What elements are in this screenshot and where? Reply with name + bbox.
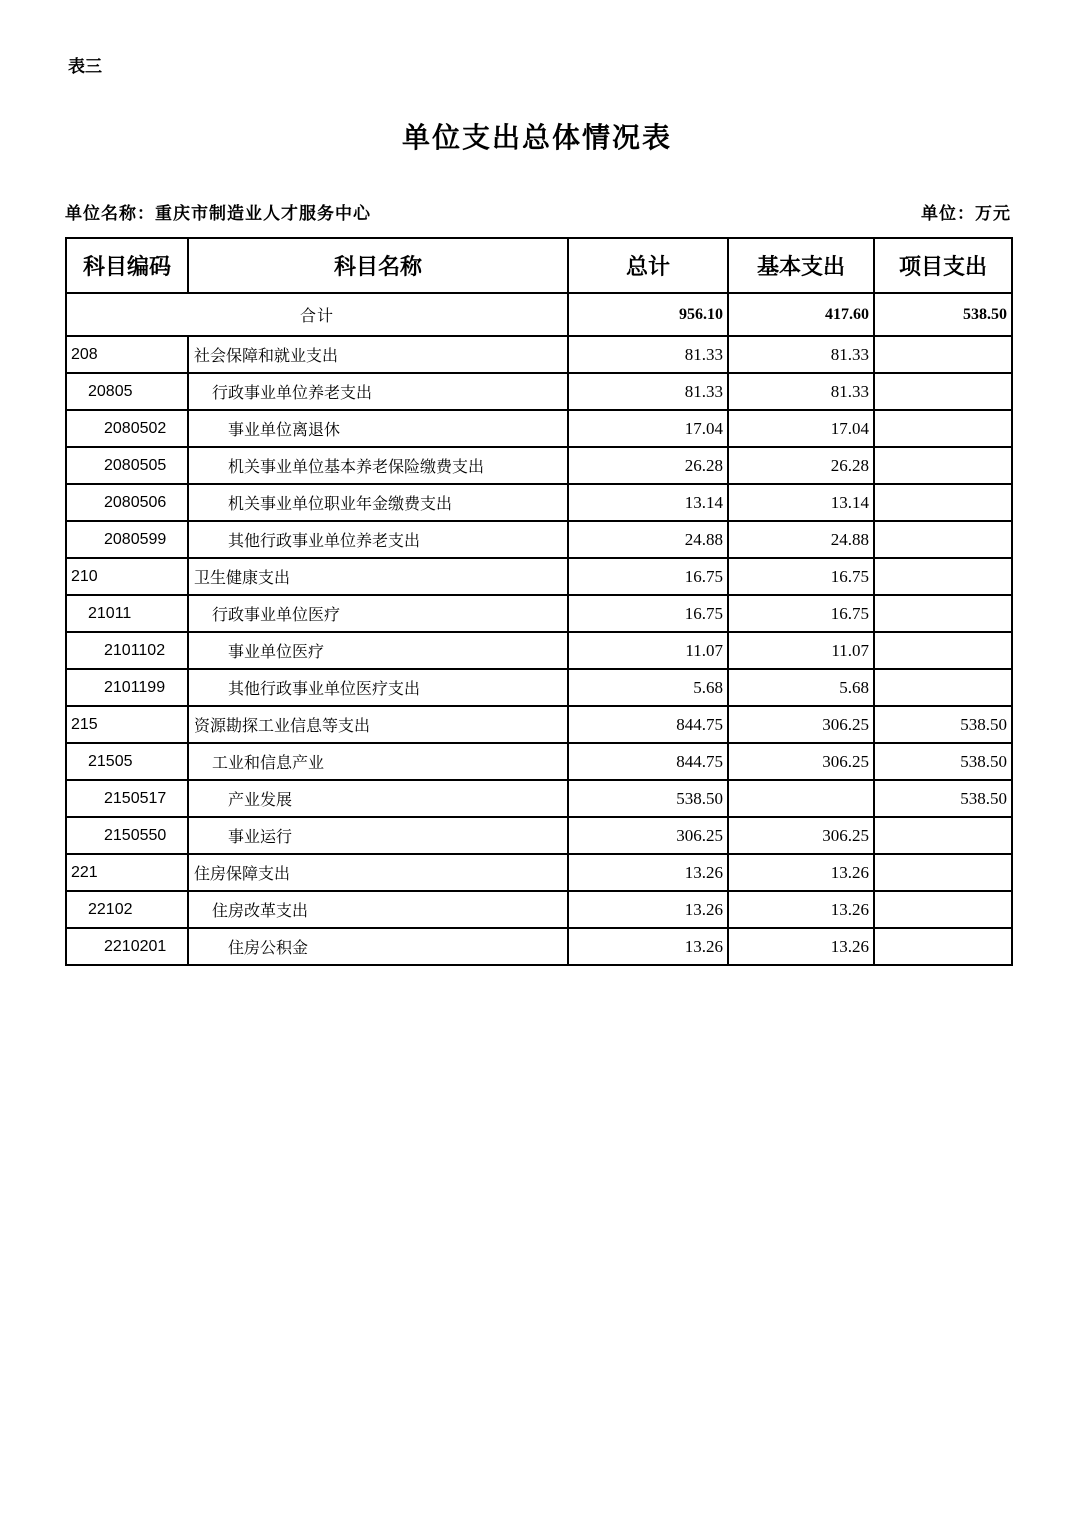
basic-value-cell: 13.26 (728, 928, 874, 965)
table-row (66, 410, 1012, 447)
project-value-cell (874, 891, 1012, 928)
subject-name-cell: 住房改革支出 (188, 891, 568, 928)
subject-code-cell: 2210201 (66, 928, 188, 965)
total-value-cell: 844.75 (568, 706, 728, 743)
subject-code-cell: 21011 (66, 595, 188, 632)
total-value-cell: 16.75 (568, 595, 728, 632)
subject-code-cell: 208 (66, 336, 188, 373)
total-value-cell: 16.75 (568, 558, 728, 595)
subject-code-cell: 21505 (66, 743, 188, 780)
table-row (66, 373, 1012, 410)
grand-total-project-value: 538.50 (874, 293, 1012, 336)
project-value-cell (874, 484, 1012, 521)
table-row (66, 484, 1012, 521)
basic-value-cell: 13.26 (728, 854, 874, 891)
subject-code-cell: 2150517 (66, 780, 188, 817)
grand-total-row (66, 293, 1012, 336)
project-value-cell: 538.50 (874, 706, 1012, 743)
project-value-cell: 538.50 (874, 743, 1012, 780)
project-value-cell (874, 595, 1012, 632)
table-row (66, 780, 1012, 817)
table-row (66, 595, 1012, 632)
total-value-cell: 13.26 (568, 928, 728, 965)
basic-value-cell: 16.75 (728, 595, 874, 632)
total-value-cell: 844.75 (568, 743, 728, 780)
col-header-subject-code: 科目编码 (66, 238, 188, 293)
col-header-basic-expenditure: 基本支出 (728, 238, 874, 293)
project-value-cell (874, 336, 1012, 373)
table-row (66, 669, 1012, 706)
subject-name-cell: 社会保障和就业支出 (188, 336, 568, 373)
total-value-cell: 17.04 (568, 410, 728, 447)
col-header-subject-name: 科目名称 (188, 238, 568, 293)
project-value-cell (874, 447, 1012, 484)
subject-name-cell: 行政事业单位医疗 (188, 595, 568, 632)
total-value-cell: 13.26 (568, 854, 728, 891)
col-header-project-expenditure: 项目支出 (874, 238, 1012, 293)
basic-value-cell: 17.04 (728, 410, 874, 447)
project-value-cell (874, 373, 1012, 410)
unit-name-text: 单位名称：重庆市制造业人才服务中心 (65, 204, 371, 223)
basic-value-cell: 24.88 (728, 521, 874, 558)
subject-name-cell: 其他行政事业单位养老支出 (188, 521, 568, 558)
project-value-cell (874, 558, 1012, 595)
total-value-cell: 538.50 (568, 780, 728, 817)
total-value-cell: 81.33 (568, 336, 728, 373)
subject-code-cell: 2150550 (66, 817, 188, 854)
page-title: 单位支出总体情况表 (401, 123, 672, 154)
col-header-total: 总计 (568, 238, 728, 293)
subject-code-cell: 20805 (66, 373, 188, 410)
basic-value-cell: 16.75 (728, 558, 874, 595)
total-value-cell: 81.33 (568, 373, 728, 410)
basic-value-cell: 5.68 (728, 669, 874, 706)
subject-name-cell: 行政事业单位养老支出 (188, 373, 568, 410)
subject-name-cell: 机关事业单位基本养老保险缴费支出 (188, 447, 568, 484)
subject-code-cell: 22102 (66, 891, 188, 928)
grand-total-label: 合计 (66, 293, 568, 336)
basic-value-cell (728, 780, 874, 817)
project-value-cell (874, 521, 1012, 558)
project-value-cell: 538.50 (874, 780, 1012, 817)
subject-name-cell: 事业单位离退休 (188, 410, 568, 447)
project-value-cell (874, 854, 1012, 891)
total-value-cell: 13.26 (568, 891, 728, 928)
table-header (66, 238, 1012, 293)
total-value-cell: 5.68 (568, 669, 728, 706)
subject-code-cell: 2080502 (66, 410, 188, 447)
subject-name-cell: 住房保障支出 (188, 854, 568, 891)
subject-name-cell: 工业和信息产业 (188, 743, 568, 780)
subject-code-cell: 2080505 (66, 447, 188, 484)
subject-name-cell: 住房公积金 (188, 928, 568, 965)
table-row (66, 706, 1012, 743)
project-value-cell (874, 928, 1012, 965)
grand-total-value: 956.10 (568, 293, 728, 336)
total-value-cell: 306.25 (568, 817, 728, 854)
basic-value-cell: 11.07 (728, 632, 874, 669)
basic-value-cell: 13.26 (728, 891, 874, 928)
subject-code-cell: 2080599 (66, 521, 188, 558)
table-row (66, 632, 1012, 669)
header-row (66, 238, 1012, 293)
table-row (66, 817, 1012, 854)
expenditure-table (65, 237, 1013, 966)
total-value-cell: 13.14 (568, 484, 728, 521)
subject-code-cell: 2101199 (66, 669, 188, 706)
basic-value-cell: 26.28 (728, 447, 874, 484)
total-value-cell: 26.28 (568, 447, 728, 484)
table-row (66, 558, 1012, 595)
project-value-cell (874, 410, 1012, 447)
basic-value-cell: 306.25 (728, 706, 874, 743)
project-value-cell (874, 669, 1012, 706)
subject-name-cell: 事业运行 (188, 817, 568, 854)
table-row (66, 891, 1012, 928)
subject-code-cell: 215 (66, 706, 188, 743)
subject-name-cell: 产业发展 (188, 780, 568, 817)
total-value-cell: 24.88 (568, 521, 728, 558)
subject-name-cell: 资源勘探工业信息等支出 (188, 706, 568, 743)
table-body (66, 293, 1012, 965)
basic-value-cell: 81.33 (728, 373, 874, 410)
subject-name-cell: 事业单位医疗 (188, 632, 568, 669)
basic-value-cell: 306.25 (728, 817, 874, 854)
subject-name-cell: 卫生健康支出 (188, 558, 568, 595)
grand-total-basic-value: 417.60 (728, 293, 874, 336)
table-number-label: 表三 (68, 57, 102, 76)
subject-code-cell: 2080506 (66, 484, 188, 521)
currency-unit-text: 单位：万元 (921, 204, 1011, 223)
table-row (66, 447, 1012, 484)
basic-value-cell: 13.14 (728, 484, 874, 521)
table-row (66, 336, 1012, 373)
subject-name-cell: 机关事业单位职业年金缴费支出 (188, 484, 568, 521)
basic-value-cell: 306.25 (728, 743, 874, 780)
total-value-cell: 11.07 (568, 632, 728, 669)
table-row (66, 854, 1012, 891)
table-row (66, 928, 1012, 965)
table-row (66, 521, 1012, 558)
table-row (66, 743, 1012, 780)
subject-name-cell: 其他行政事业单位医疗支出 (188, 669, 568, 706)
meta-row (65, 199, 1011, 224)
subject-code-cell: 210 (66, 558, 188, 595)
project-value-cell (874, 632, 1012, 669)
project-value-cell (874, 817, 1012, 854)
subject-code-cell: 221 (66, 854, 188, 891)
subject-code-cell: 2101102 (66, 632, 188, 669)
basic-value-cell: 81.33 (728, 336, 874, 373)
